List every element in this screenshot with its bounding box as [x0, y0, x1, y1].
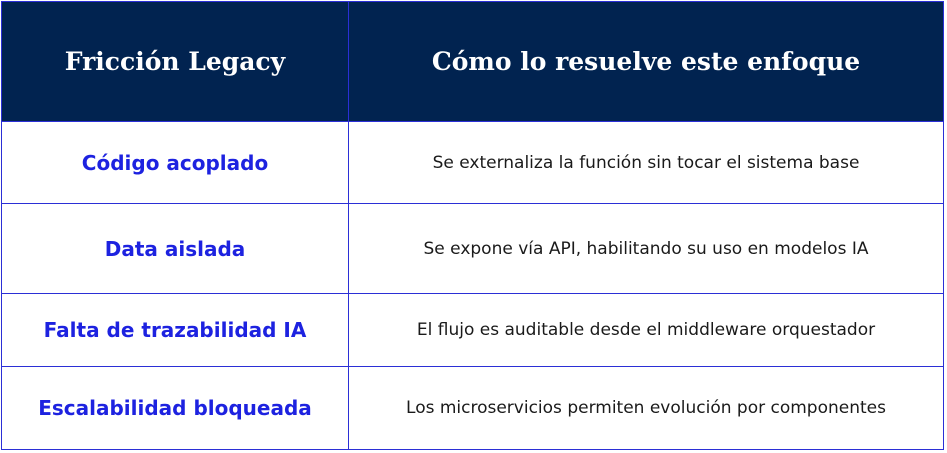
- issue-cell: Código acoplado: [2, 122, 349, 203]
- issue-cell: Data aislada: [2, 204, 349, 293]
- solution-cell: Los microservicios permiten evolución por componentes: [406, 398, 886, 418]
- table-row: [2, 204, 943, 294]
- header-how-it-solves: Cómo lo resuelve este enfoque: [431, 47, 861, 76]
- table-header-row: [2, 2, 943, 122]
- solution-cell: Se expone vía API, habilitando su uso en modelos IA: [423, 238, 869, 259]
- table-row: [2, 294, 943, 367]
- table-row: [2, 367, 943, 449]
- table-row: [2, 122, 943, 204]
- issue-cell: Escalabilidad bloqueada: [2, 367, 349, 449]
- solution-cell: Se externaliza la función sin tocar el sistema base: [432, 152, 860, 173]
- solution-cell: El flujo es auditable desde el middleware orquestador: [416, 320, 876, 340]
- issue-cell: Falta de trazabilidad IA: [2, 294, 349, 366]
- comparison-table: [1, 1, 944, 450]
- header-friction-legacy: Fricción Legacy: [2, 2, 349, 121]
